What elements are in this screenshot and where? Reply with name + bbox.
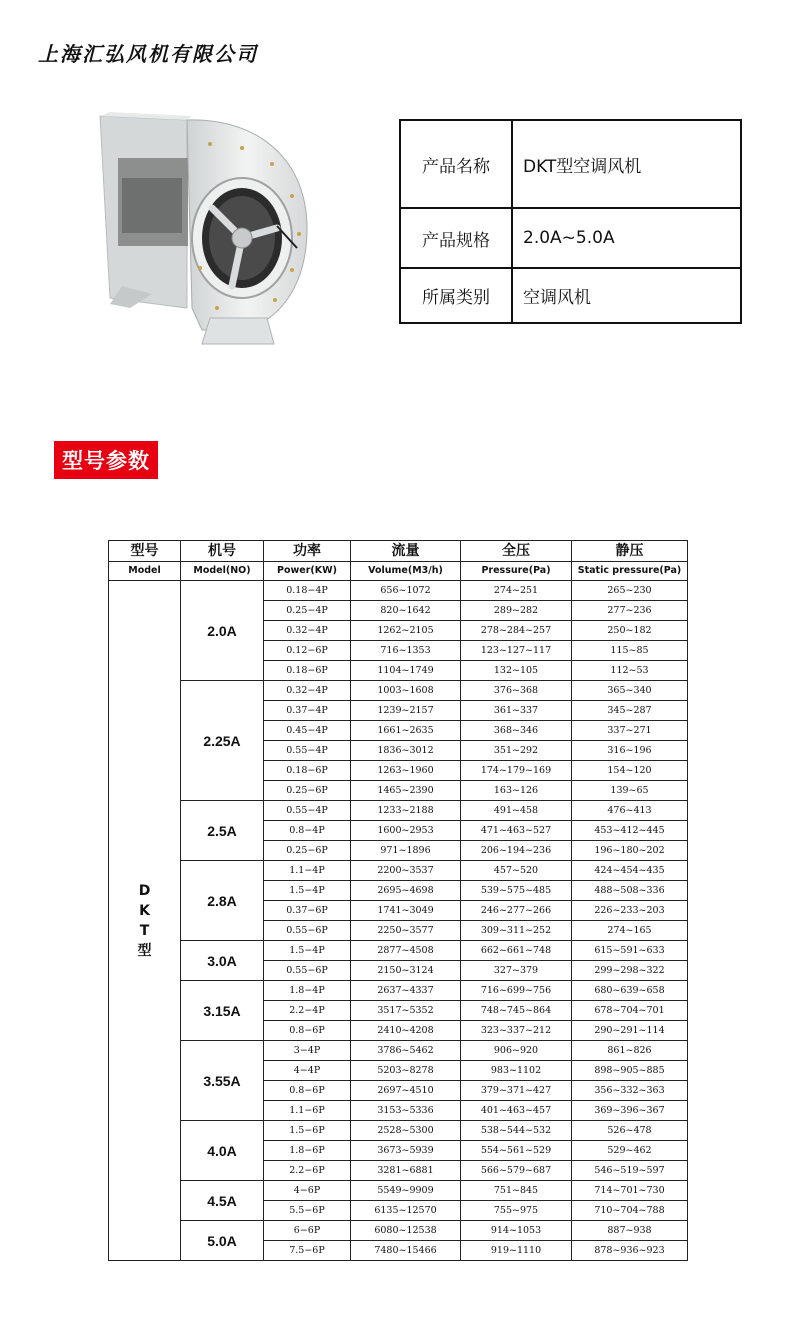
volume-cell: 1465~2390 [351,781,461,801]
volume-cell: 2637~4337 [351,981,461,1001]
info-row-name [400,120,741,208]
pressure-cell: 246~277~266 [461,901,572,921]
static-pressure-cell: 274~165 [572,921,688,941]
model-number-cell: 4.5A [181,1181,264,1221]
model-number-cell: 3.55A [181,1041,264,1121]
model-number-cell: 2.5A [181,801,264,861]
table-row [109,941,688,961]
volume-cell: 2410~4208 [351,1021,461,1041]
static-pressure-cell: 365~340 [572,681,688,701]
pressure-cell: 351~292 [461,741,572,761]
static-pressure-cell: 226~233~203 [572,901,688,921]
model-number-cell: 2.8A [181,861,264,941]
header-row-en [109,562,688,581]
volume-cell: 7480~15466 [351,1241,461,1261]
power-cell: 2.2−4P [264,1001,351,1021]
volume-cell: 3517~5352 [351,1001,461,1021]
power-cell: 7.5−6P [264,1241,351,1261]
type-label-char: D [138,882,151,899]
pressure-cell: 471~463~527 [461,821,572,841]
volume-cell: 820~1642 [351,601,461,621]
pressure-cell: 174~179~169 [461,761,572,781]
volume-cell: 5549~9909 [351,1181,461,1201]
header-en-number: Model(NO) [181,562,264,581]
power-cell: 0.25−6P [264,841,351,861]
pressure-cell: 491~458 [461,801,572,821]
model-number-cell: 2.25A [181,681,264,801]
pressure-cell: 539~575~485 [461,881,572,901]
power-cell: 0.18−6P [264,761,351,781]
power-cell: 0.8−4P [264,821,351,841]
header-en-static: Static pressure(Pa) [572,562,688,581]
table-row [109,1221,688,1241]
volume-cell: 1836~3012 [351,741,461,761]
static-pressure-cell: 299~298~322 [572,961,688,981]
power-cell: 1.8−6P [264,1141,351,1161]
header-en-pressure: Pressure(Pa) [461,562,572,581]
power-cell: 0.45−4P [264,721,351,741]
static-pressure-cell: 115~85 [572,641,688,661]
pressure-cell: 132~105 [461,661,572,681]
pressure-cell: 123~127~117 [461,641,572,661]
info-label-category: 所属类别 [400,268,512,323]
static-pressure-cell: 678~704~701 [572,1001,688,1021]
model-number-cell: 3.0A [181,941,264,981]
pressure-cell: 554~561~529 [461,1141,572,1161]
static-pressure-cell: 878~936~923 [572,1241,688,1261]
type-label [109,581,181,1261]
power-cell: 3−4P [264,1041,351,1061]
volume-cell: 1661~2635 [351,721,461,741]
static-pressure-cell: 154~120 [572,761,688,781]
power-cell: 2.2−6P [264,1161,351,1181]
pressure-cell: 206~194~236 [461,841,572,861]
header-en-power: Power(KW) [264,562,351,581]
info-row-category [400,268,741,323]
model-number-cell: 5.0A [181,1221,264,1261]
header-en-model: Model [109,562,181,581]
info-label-name: 产品名称 [400,120,512,208]
pressure-cell: 914~1053 [461,1221,572,1241]
table-row [109,1181,688,1201]
pressure-cell: 566~579~687 [461,1161,572,1181]
static-pressure-cell: 887~938 [572,1221,688,1241]
static-pressure-cell: 369~396~367 [572,1101,688,1121]
pressure-cell: 278~284~257 [461,621,572,641]
table-row [109,581,688,601]
static-pressure-cell: 526~478 [572,1121,688,1141]
header-cn-static: 静压 [572,541,688,562]
power-cell: 0.32−4P [264,621,351,641]
static-pressure-cell: 529~462 [572,1141,688,1161]
volume-cell: 1262~2105 [351,621,461,641]
static-pressure-cell: 277~236 [572,601,688,621]
table-row [109,861,688,881]
static-pressure-cell: 345~287 [572,701,688,721]
static-pressure-cell: 196~180~202 [572,841,688,861]
power-cell: 0.37−4P [264,701,351,721]
pressure-cell: 755~975 [461,1201,572,1221]
type-label-char: K [139,902,150,919]
model-number-cell: 3.15A [181,981,264,1041]
static-pressure-cell: 112~53 [572,661,688,681]
static-pressure-cell: 615~591~633 [572,941,688,961]
power-cell: 0.25−4P [264,601,351,621]
static-pressure-cell: 710~704~788 [572,1201,688,1221]
pressure-cell: 361~337 [461,701,572,721]
table-row [109,681,688,701]
pressure-cell: 751~845 [461,1181,572,1201]
product-info-table [399,119,742,324]
pressure-cell: 919~1110 [461,1241,572,1261]
table-row [109,1121,688,1141]
power-cell: 5.5−6P [264,1201,351,1221]
power-cell: 1.5−4P [264,881,351,901]
static-pressure-cell: 356~332~363 [572,1081,688,1101]
table-row [109,981,688,1001]
volume-cell: 2695~4698 [351,881,461,901]
static-pressure-cell: 861~826 [572,1041,688,1061]
volume-cell: 1233~2188 [351,801,461,821]
volume-cell: 1104~1749 [351,661,461,681]
volume-cell: 3673~5939 [351,1141,461,1161]
static-pressure-cell: 316~196 [572,741,688,761]
pressure-cell: 274~251 [461,581,572,601]
header-cn-model: 型号 [109,541,181,562]
power-cell: 0.25−6P [264,781,351,801]
volume-cell: 6080~12538 [351,1221,461,1241]
power-cell: 0.55−6P [264,921,351,941]
power-cell: 1.8−4P [264,981,351,1001]
volume-cell: 2150~3124 [351,961,461,981]
pressure-cell: 716~699~756 [461,981,572,1001]
header-cn-pressure: 全压 [461,541,572,562]
pressure-cell: 327~379 [461,961,572,981]
pressure-cell: 401~463~457 [461,1101,572,1121]
pressure-cell: 368~346 [461,721,572,741]
volume-cell: 2528~5300 [351,1121,461,1141]
info-value-spec: 2.0A~5.0A [512,208,741,268]
volume-cell: 971~1896 [351,841,461,861]
parameter-table [108,540,688,1261]
static-pressure-cell: 290~291~114 [572,1021,688,1041]
power-cell: 0.37−6P [264,901,351,921]
volume-cell: 2250~3577 [351,921,461,941]
header-cn-power: 功率 [264,541,351,562]
static-pressure-cell: 488~508~336 [572,881,688,901]
info-row-spec [400,208,741,268]
power-cell: 0.8−6P [264,1021,351,1041]
volume-cell: 1741~3049 [351,901,461,921]
pressure-cell: 538~544~532 [461,1121,572,1141]
power-cell: 6−6P [264,1221,351,1241]
header-row-cn [109,541,688,562]
static-pressure-cell: 265~230 [572,581,688,601]
info-value-name: DKT型空调风机 [512,120,741,208]
volume-cell: 2877~4508 [351,941,461,961]
pressure-cell: 457~520 [461,861,572,881]
power-cell: 4−4P [264,1061,351,1081]
pressure-cell: 323~337~212 [461,1021,572,1041]
company-name: 上海汇弘风机有限公司 [38,42,258,66]
pressure-cell: 289~282 [461,601,572,621]
header-cn-volume: 流量 [351,541,461,562]
power-cell: 0.55−6P [264,961,351,981]
pressure-cell: 983~1102 [461,1061,572,1081]
table-row [109,801,688,821]
product-image [92,108,324,348]
header-en-volume: Volume(M3/h) [351,562,461,581]
power-cell: 1.1−4P [264,861,351,881]
static-pressure-cell: 476~413 [572,801,688,821]
power-cell: 0.32−4P [264,681,351,701]
model-number-cell: 4.0A [181,1121,264,1181]
header-cn-number: 机号 [181,541,264,562]
volume-cell: 656~1072 [351,581,461,601]
volume-cell: 3786~5462 [351,1041,461,1061]
volume-cell: 1003~1608 [351,681,461,701]
power-cell: 0.18−6P [264,661,351,681]
pressure-cell: 906~920 [461,1041,572,1061]
pressure-cell: 748~745~864 [461,1001,572,1021]
power-cell: 1.5−6P [264,1121,351,1141]
table-row [109,1041,688,1061]
static-pressure-cell: 680~639~658 [572,981,688,1001]
volume-cell: 2200~3537 [351,861,461,881]
volume-cell: 1600~2953 [351,821,461,841]
power-cell: 0.18−4P [264,581,351,601]
static-pressure-cell: 139~65 [572,781,688,801]
info-label-spec: 产品规格 [400,208,512,268]
power-cell: 0.8−6P [264,1081,351,1101]
pressure-cell: 379~371~427 [461,1081,572,1101]
volume-cell: 1263~1960 [351,761,461,781]
type-label-char: 型 [137,942,152,959]
volume-cell: 6135~12570 [351,1201,461,1221]
pressure-cell: 662~661~748 [461,941,572,961]
static-pressure-cell: 898~905~885 [572,1061,688,1081]
static-pressure-cell: 424~454~435 [572,861,688,881]
volume-cell: 3153~5336 [351,1101,461,1121]
type-label-char: T [139,922,150,939]
section-title: 型号参数 [54,441,158,479]
static-pressure-cell: 250~182 [572,621,688,641]
power-cell: 1.1−6P [264,1101,351,1121]
volume-cell: 5203~8278 [351,1061,461,1081]
volume-cell: 3281~6881 [351,1161,461,1181]
model-number-cell: 2.0A [181,581,264,681]
power-cell: 4−6P [264,1181,351,1201]
volume-cell: 1239~2157 [351,701,461,721]
static-pressure-cell: 714~701~730 [572,1181,688,1201]
pressure-cell: 309~311~252 [461,921,572,941]
power-cell: 1.5−4P [264,941,351,961]
power-cell: 0.55−4P [264,741,351,761]
info-value-category: 空调风机 [512,268,741,323]
volume-cell: 716~1353 [351,641,461,661]
static-pressure-cell: 337~271 [572,721,688,741]
power-cell: 0.55−4P [264,801,351,821]
power-cell: 0.12−6P [264,641,351,661]
volume-cell: 2697~4510 [351,1081,461,1101]
pressure-cell: 163~126 [461,781,572,801]
static-pressure-cell: 453~412~445 [572,821,688,841]
static-pressure-cell: 546~519~597 [572,1161,688,1181]
pressure-cell: 376~368 [461,681,572,701]
